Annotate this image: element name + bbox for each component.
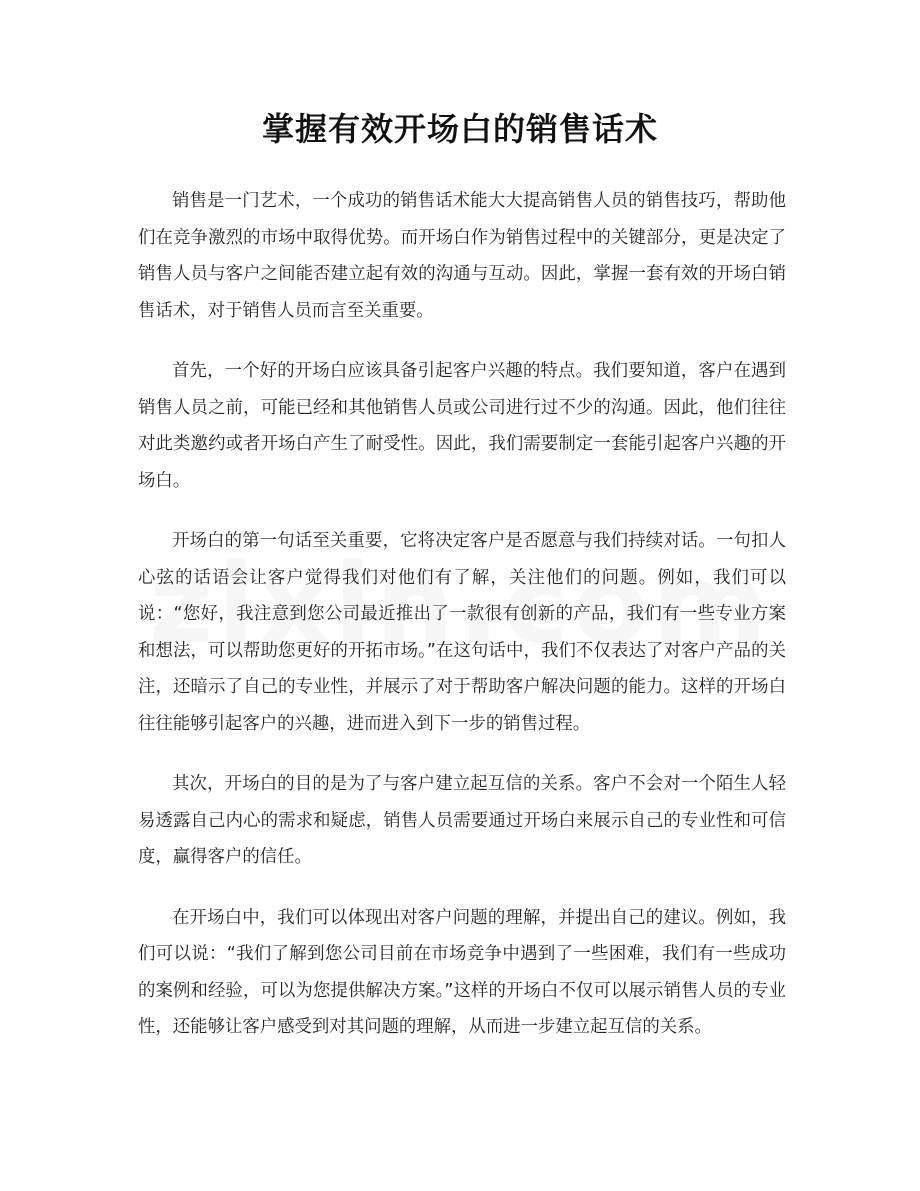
paragraph-2: 首先，一个好的开场白应该具备引起客户兴趣的特点。我们要知道，客户在遇到销售人员之前，可能已经和其他销售人员或公司进行过不少的沟通。因此，他们往往对此类邀约或者开场白产生了耐受性。因此，我们需要制定一套能引起客户兴趣的开场白。 bbox=[138, 361, 786, 491]
document-body bbox=[138, 183, 786, 1070]
paragraph-1: 销售是一门艺术，一个成功的销售话术能大大提高销售人员的销售技巧，帮助他们在竞争激烈的市场中取得优势。而开场白作为销售过程中的关键部分，更是决定了销售人员与客户之间能否建立起有效的沟通与互动。因此，掌握一套有效的开场白销售话术，对于销售人员而言至关重要。 bbox=[138, 191, 786, 321]
paragraph-4: 其次，开场白的目的是为了与客户建立起互信的关系。客户不会对一个陌生人轻易透露自己内心的需求和疑虑，销售人员需要通过开场白来展示自己的专业性和可信度，赢得客户的信任。 bbox=[138, 774, 786, 867]
document-title: 掌握有效开场白的销售话术 bbox=[261, 110, 658, 148]
paragraph-5: 在开场白中，我们可以体现出对客户问题的理解，并提出自己的建议。例如，我们可以说：“我们了解到您公司目前在市场竞争中遇到了一些困难，我们有一些成功的案例和经验，可以为您提供解决方案。”这样的开场白不仅可以展示销售人员的专业性，还能够让客户感受到对其问题的理解，从而进一步建立起互信的关系。 bbox=[138, 907, 786, 1037]
paragraph-3: 开场白的第一句话至关重要，它将决定客户是否愿意与我们持续对话。一句扣人心弦的话语会让客户觉得我们对他们有了解，关注他们的问题。例如，我们可以说：“您好，我注意到您公司最近推出了一款很有创新的产品，我们有一些专业方案和想法，可以帮助您更好的开拓市场。”在这句话中，我们不仅表达了对客户产品的关注，还暗示了自己的专业性，并展示了对于帮助客户解决问题的能力。这样的开场白往往能够引起客户的兴趣，进而进入到下一步的销售过程。 bbox=[138, 531, 786, 734]
